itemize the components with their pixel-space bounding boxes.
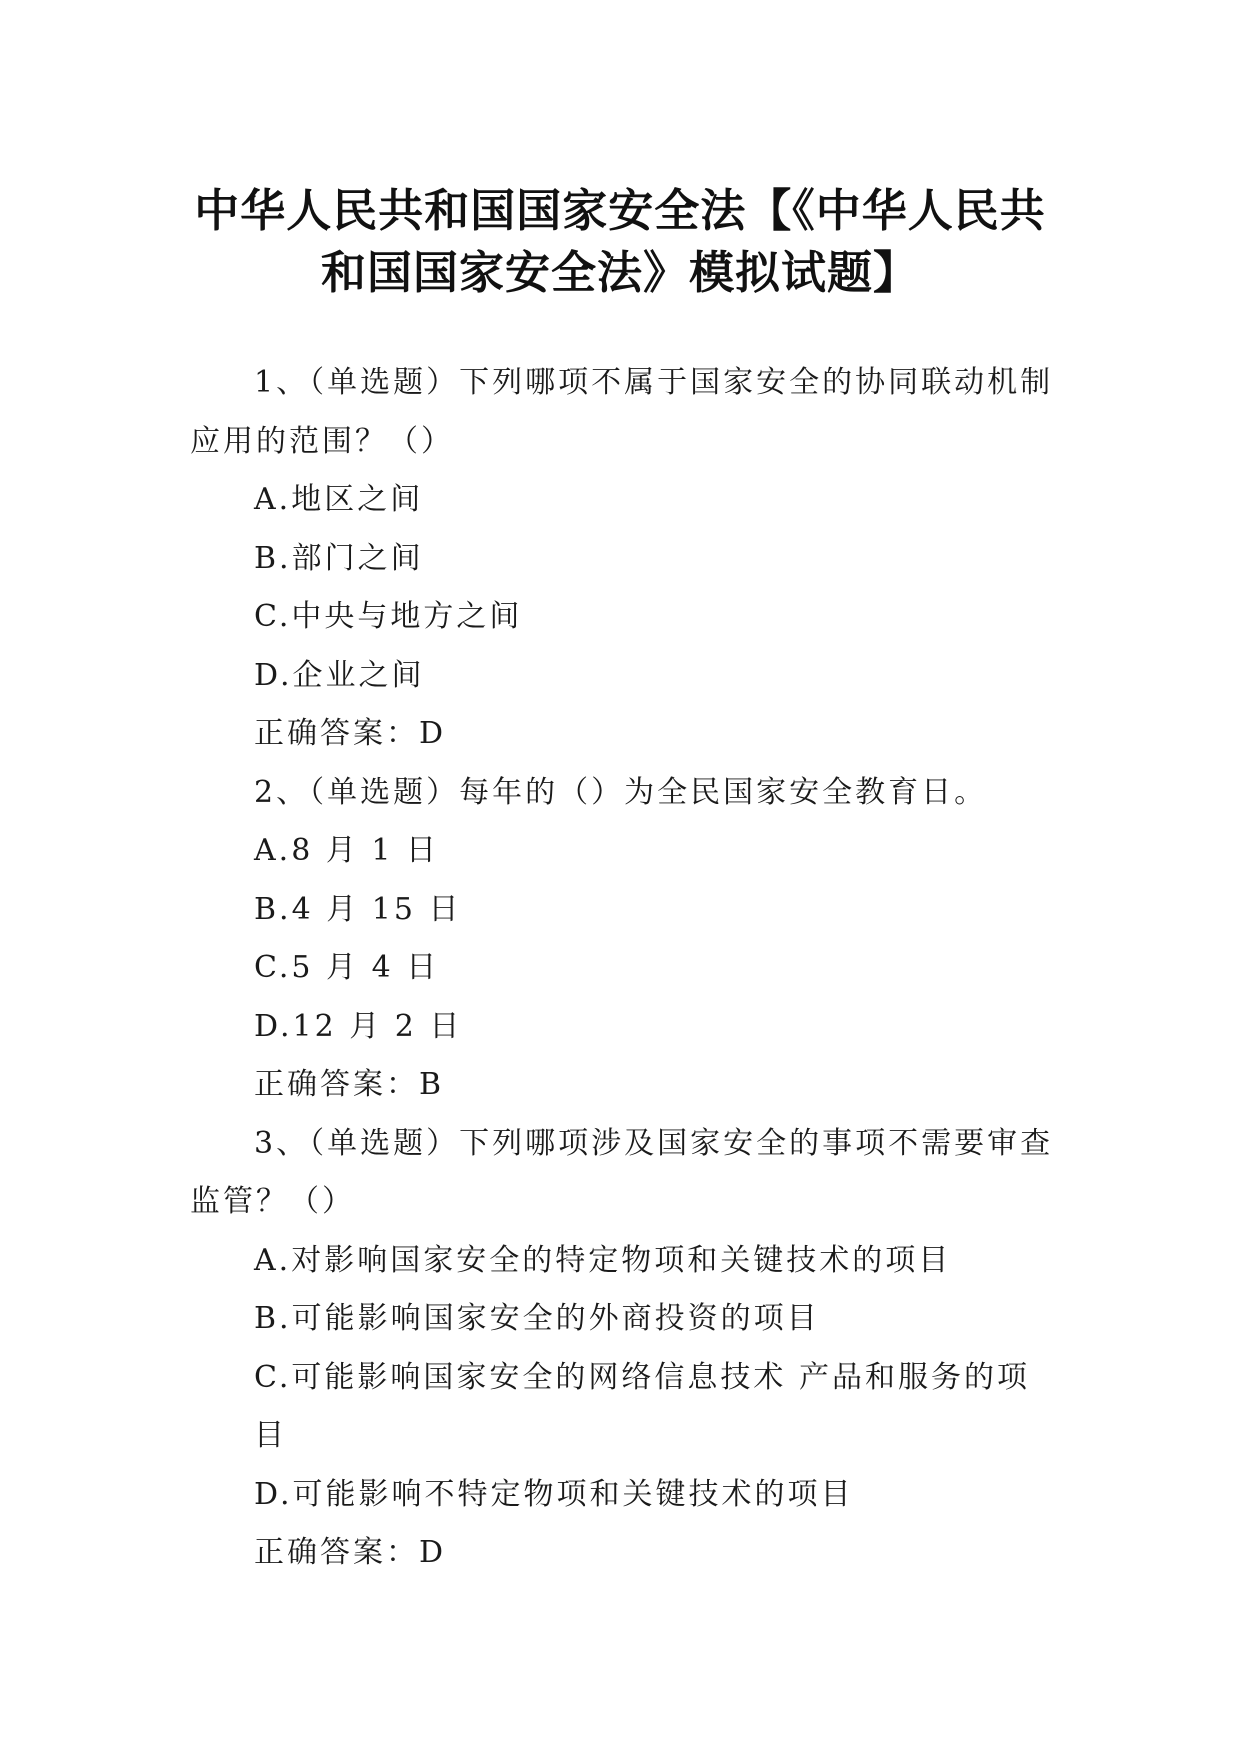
answer-line: [190, 1056, 1060, 1115]
option-b: B.4 月 15 日: [254, 891, 462, 927]
option-a: A.8 月 1 日: [254, 833, 439, 868]
question-stem: 1、（单选题）下列哪项不属于国家安全的协同联动机制应用的范围？（）: [190, 365, 1054, 459]
option-c: C.可能影响国家安全的网络信息技术 产品和服务的项目: [254, 1359, 1030, 1453]
answer-label: 正确答案：: [254, 1535, 419, 1570]
option-list: [190, 1232, 1060, 1525]
answer-value: D: [419, 1535, 447, 1570]
document-title-line-2: 和国国家安全法》模拟试题】: [320, 246, 919, 300]
option-list: [190, 822, 1060, 1056]
answer-line: [190, 1524, 1060, 1583]
option-d: D.12 月 2 日: [254, 1008, 463, 1044]
answer-line: [190, 705, 1060, 764]
answer-value: B: [419, 1067, 445, 1102]
answer-label: 正确答案：: [254, 1067, 419, 1102]
question-3: [190, 1115, 1060, 1583]
question-1: [190, 354, 1060, 764]
option-d: D.企业之间: [254, 657, 425, 693]
option-a: A.对影响国家安全的特定物项和关键技术的项目: [254, 1242, 952, 1278]
document-body: [190, 354, 1060, 1583]
document-title-line-1: 中华人民共和国国家安全法【《中华人民共: [194, 184, 1046, 238]
question-2: [190, 764, 1060, 1115]
option-d: D.可能影响不特定物项和关键技术的项目: [254, 1476, 854, 1512]
document-title: [150, 180, 1090, 304]
option-list: [190, 471, 1060, 705]
question-stem: 2、（单选题）每年的（）为全民国家安全教育日。: [254, 774, 988, 810]
option-c: C.5 月 4 日: [254, 950, 440, 985]
answer-label: 正确答案：: [254, 716, 419, 751]
answer-value: D: [419, 716, 447, 751]
option-c: C.中央与地方之间: [254, 599, 523, 634]
question-stem: 3、（单选题）下列哪项涉及国家安全的事项不需要审查监管？（）: [190, 1125, 1054, 1219]
option-b: B.部门之间: [254, 540, 424, 576]
option-b: B.可能影响国家安全的外商投资的项目: [254, 1301, 820, 1336]
option-a: A.地区之间: [254, 482, 424, 517]
